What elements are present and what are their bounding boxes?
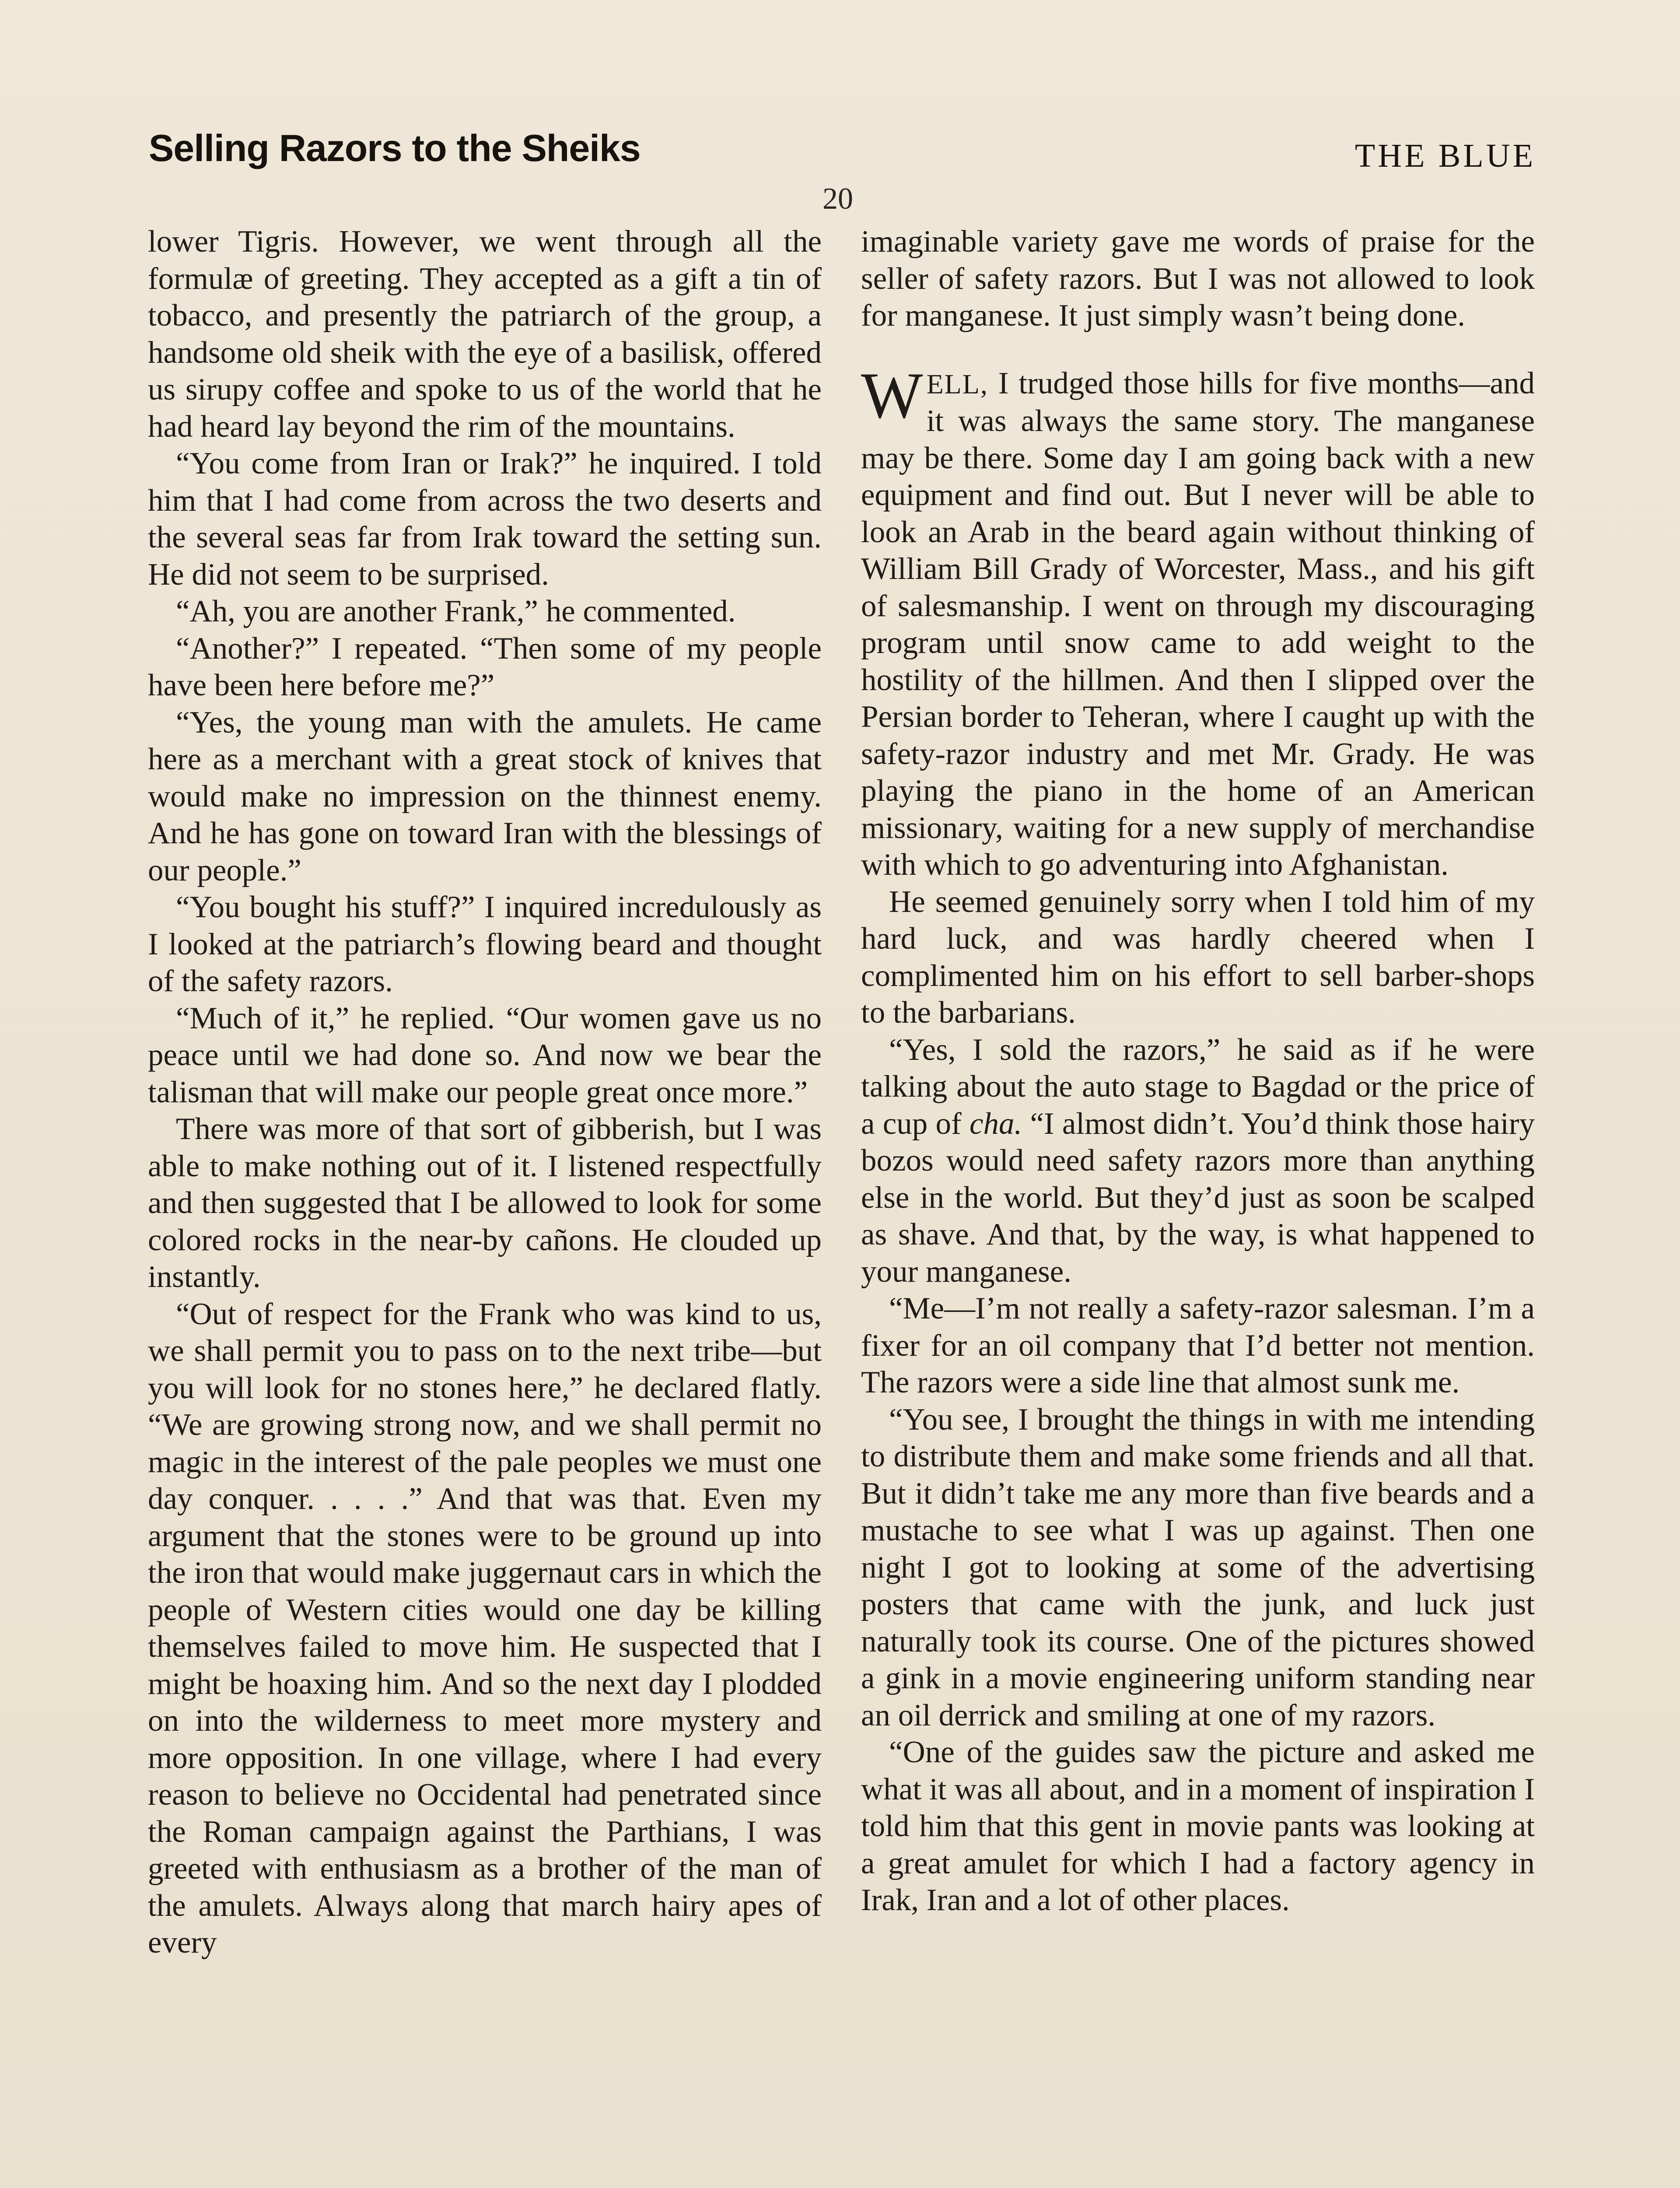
paragraph: “Ah, you are another Frank,” he commented. <box>176 594 736 628</box>
paragraph <box>861 1031 1535 1290</box>
story-title: Selling Razors to the Sheiks <box>149 127 640 169</box>
paragraph: He seemed genuinely sorry when I told him of my hard luck, and was hardly cheered when I complimented him on his effort to sell barber-shops to the barbarians. <box>861 884 1535 1030</box>
drop-cap: W <box>861 359 923 432</box>
paragraph-text: “Yes, I sold the razors,” he said as if he were talking about the auto stage to Bagdad or the price of a cup of <box>861 1032 1535 1141</box>
paragraph-body: I trudged those hills for five months—and it was always the same story. The manganese may be there. Some day I am going back with a new equipment and find out. But I never will be able to look an Arab in the beard again without thinking of William Bill Grady of Worcester, Mass., and his gift of salesmanship. I went on through my discouraging program until snow came to add weight to the hostility of the hillmen. And then I slipped over the Persian border to Teheran, where I caught up with the safety-razor industry and met Mr. Grady. He was playing the piano in the home of an American missionary, waiting for a new supply of merchandise with which to go adventuring into Afghanistan. <box>861 366 1535 882</box>
magazine-name: THE BLUE <box>1354 137 1536 174</box>
italic-word: cha. <box>969 1106 1022 1141</box>
left-column <box>148 223 822 1961</box>
paragraph: “Me—I’m not really a safety-razor salesman. I’m a fixer for an oil company that I’d better not mention. The razors were a side line that almost sunk me. <box>861 1291 1535 1399</box>
paragraph: “Yes, the young man with the amulets. He came here as a merchant with a great stock of knives that would make no impression on the thinnest enemy. And he has gone on toward Iran with the blessings of our people.” <box>148 705 822 887</box>
paragraph: “Another?” I repeated. “Then some of my people have been here before me?” <box>148 631 822 702</box>
paragraph: lower Tigris. However, we went through all the formulæ of greeting. They accepted as a gift a tin of tobacco, and presently the patriarch of the group, a handsome old sheik with the eye of a basilisk, offered us sirupy coffee and spoke to us of the world that he had heard lay beyond the rim of the mountains. <box>148 224 822 444</box>
paragraph: “You see, I brought the things in with me intending to distribute them and make some friends and all that. But it didn’t take me any more than five beards and a mustache to see what I was up against. Then one night I got to looking at some of the advertising posters that came with the junk, and luck just naturally took its course. One of the pictures showed a gink in a movie engineering uniform standing near an oil derrick and smiling at one of my razors. <box>861 1402 1535 1732</box>
paragraph: “One of the guides saw the picture and asked me what it was all about, and in a moment of inspiration I told him that this gent in movie pants was looking at a great amulet for which I had a factory agency in Irak, Iran and a lot of other places. <box>861 1735 1535 1917</box>
paragraph-text: “I almost didn’t. You’d think those hairy bozos would need safety razors more than anything else in the world. But they’d just as soon be scalped as shave. And that, by the way, is what happened to your manganese. <box>861 1106 1535 1289</box>
paragraph: “Much of it,” he replied. “Our women gave us no peace until we had done so. And now we bear the talisman that will make our people great once more.” <box>148 1001 822 1109</box>
drop-cap-continuation: ELL, <box>926 368 988 400</box>
paragraph: “Out of respect for the Frank who was kind to us, we shall permit you to pass on to the next tribe—but you will look for no stones here,” he declared flatly. “We are growing strong now, and we shall permit no magic in the interest of the pale peoples we must one day conquer. . . . .” And that was that. Even my argument that the stones were to be ground up into the iron that would make juggernaut cars in which the people of Western cities would one day be killing themselves failed to move him. He suspected that I might be hoaxing him. And so the next day I plodded on into the wilderness to meet more mystery and more opposition. In one village, where I had every reason to believe no Occidental had penetrated since the Roman campaign against the Parthians, I was greeted with enthusiasm as a brother of the man of the amulets. Always along that march hairy apes of every <box>148 1297 822 1960</box>
right-column <box>861 223 1535 1919</box>
paragraph: “You come from Iran or Irak?” he inquired. I told him that I had come from across the two deserts and the several seas far from Irak toward the setting sun. He did not seem to be surprised. <box>148 446 822 592</box>
section-opening-paragraph <box>861 359 1535 884</box>
paragraph: “You bought his stuff?” I inquired incredulously as I looked at the patriarch’s flowing beard and thought of the safety razors. <box>148 890 822 998</box>
page-number: 20 <box>822 182 853 216</box>
paragraph: There was more of that sort of gibberish, but I was able to make nothing out of it. I listened respectfully and then suggested that I be allowed to look for some colored rocks in the near-by cañons. He clouded up instantly. <box>148 1112 822 1294</box>
paragraph: imaginable variety gave me words of praise for the seller of safety razors. But I was not allowed to look for manganese. It just simply wasn’t being done. <box>861 224 1535 333</box>
